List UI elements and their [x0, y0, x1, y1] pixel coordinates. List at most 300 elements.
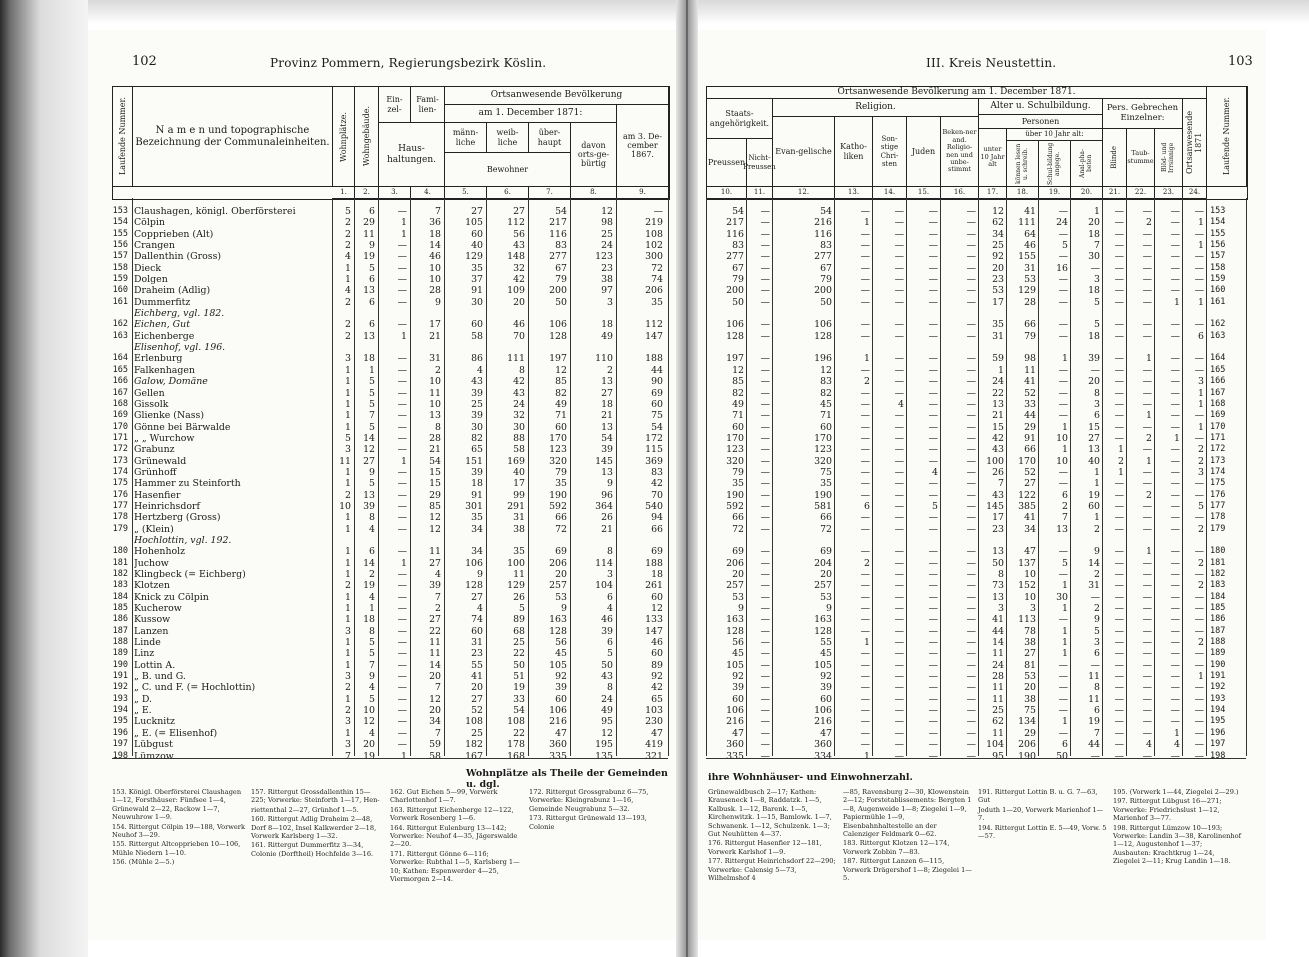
row-value: 257	[549, 580, 567, 592]
row-number: 174	[1210, 466, 1226, 477]
row-value: —	[928, 444, 938, 456]
header-schulbildung: Schul-bildung angege.	[1039, 141, 1071, 187]
row-value: —	[1170, 240, 1180, 252]
row-value: —	[894, 716, 904, 728]
row-value: —	[1114, 398, 1124, 410]
row-value: —	[397, 251, 407, 263]
row-value: 300	[645, 251, 663, 263]
row-value: —	[1058, 330, 1068, 342]
row-value: 54	[601, 432, 613, 444]
row-value: 1	[345, 364, 351, 376]
header-alter: Alter u. Schulbildung.	[979, 99, 1103, 115]
row-value: —	[894, 319, 904, 331]
row-name: Glienke (Nass)	[134, 410, 205, 422]
row-value: 39	[363, 500, 375, 512]
row-number: 183	[112, 580, 128, 591]
row-value: 67	[555, 262, 567, 274]
row-value: —	[1170, 478, 1180, 490]
row-value: 66	[820, 512, 832, 524]
row-value: 30	[1088, 251, 1100, 263]
row-value: —	[397, 671, 407, 683]
row-value: —	[894, 557, 904, 569]
row-value: —	[397, 296, 407, 308]
row-value: 16	[1056, 262, 1068, 274]
row-value: —	[928, 580, 938, 592]
row-value: —	[1170, 569, 1180, 580]
header-wohngebaeude: Wohngebäude.	[355, 87, 379, 187]
row-value: 145	[986, 500, 1004, 512]
row-value: 40	[513, 466, 525, 478]
row-value: 9	[369, 240, 375, 252]
row-value: 163	[549, 614, 567, 626]
row-value: 106	[549, 319, 567, 331]
row-value: 9	[369, 671, 375, 683]
row-value: —	[966, 614, 976, 626]
row-value: —	[860, 432, 870, 444]
row-value: 6	[369, 546, 375, 558]
column-number-16: 16.	[941, 187, 979, 199]
row-value: 68	[513, 625, 525, 637]
row-value: 8	[1094, 682, 1100, 694]
row-value: 47	[555, 727, 567, 739]
row-value: 219	[645, 217, 663, 229]
row-value: —	[966, 546, 976, 558]
row-value: 7	[435, 206, 441, 217]
header-einzel: Ein-zel-	[379, 87, 411, 123]
row-value: 1	[345, 523, 351, 535]
column-rule	[1006, 198, 1007, 756]
row-name: „ „ Wurchow	[134, 432, 195, 444]
row-value: 1	[369, 364, 375, 376]
row-value: 190	[726, 489, 744, 501]
row-value: 5	[519, 603, 525, 615]
row-value: —	[397, 727, 407, 739]
row-value: 92	[820, 671, 832, 683]
row-name: Erlenburg	[134, 353, 183, 365]
row-value: —	[860, 319, 870, 331]
row-value: 2	[1146, 432, 1152, 444]
row-value: 18	[363, 353, 375, 365]
row-value: —	[928, 512, 938, 524]
row-value: 2	[1094, 569, 1100, 580]
row-value: 1	[1174, 432, 1180, 444]
row-value: —	[397, 478, 407, 490]
row-value: —	[1170, 466, 1180, 478]
row-number: 197	[1210, 739, 1226, 750]
row-value: —	[1170, 285, 1180, 297]
row-value: 12	[651, 603, 663, 615]
footnote: riettenthal 2—27, Grünhof 1—5.	[251, 805, 359, 814]
row-value: 103	[645, 705, 663, 717]
row-value: —	[1170, 262, 1180, 274]
row-value: 11	[1024, 364, 1036, 376]
row-value: —	[860, 727, 870, 739]
table-row	[706, 285, 1246, 296]
row-value: 11	[992, 693, 1004, 705]
row-value: 60	[820, 421, 832, 433]
row-value: 4	[898, 398, 904, 410]
column-number-12: 12.	[773, 187, 835, 199]
row-value: —	[1170, 603, 1180, 615]
row-value: —	[1194, 353, 1204, 365]
row-value: 1	[1062, 625, 1068, 637]
table-row	[706, 297, 1246, 308]
row-value: —	[397, 569, 407, 580]
row-name: Heinrichsdorf	[134, 500, 200, 512]
row-value: —	[966, 330, 976, 342]
row-value: —	[760, 319, 770, 331]
row-value: 42	[651, 478, 663, 490]
row-value: —	[397, 421, 407, 433]
row-value: —	[1058, 659, 1068, 671]
row-value: 178	[507, 739, 525, 751]
table-row	[112, 569, 668, 580]
row-number: 165	[112, 364, 128, 375]
column-rule	[332, 198, 333, 756]
row-value: —	[928, 319, 938, 331]
row-value: 123	[549, 444, 567, 456]
row-value: —	[1170, 364, 1180, 376]
row-value: —	[894, 478, 904, 490]
footnote-column	[529, 788, 662, 832]
row-value: 92	[992, 251, 1004, 263]
row-value: —	[860, 455, 870, 467]
row-number: 177	[112, 500, 128, 511]
row-value: 18	[1088, 228, 1100, 240]
header-bekenner: Beken-ner and. Religio-nen und unbe-stimmt	[941, 117, 979, 187]
row-value: —	[1058, 727, 1068, 739]
row-value: 18	[363, 614, 375, 626]
row-value: 100	[986, 455, 1004, 467]
row-value: —	[1194, 705, 1204, 717]
row-value: 25	[992, 240, 1004, 252]
row-value: 47	[732, 727, 744, 739]
row-value: 13	[601, 376, 613, 388]
row-value: —	[894, 637, 904, 649]
row-value: 230	[645, 716, 663, 728]
row-value: 50	[732, 296, 744, 308]
row-number: 167	[112, 387, 128, 398]
row-value: 13	[601, 466, 613, 478]
row-value: 1	[1146, 455, 1152, 467]
row-value: —	[928, 478, 938, 490]
row-value: —	[928, 727, 938, 739]
row-value: 27	[429, 614, 441, 626]
row-value: 7	[369, 410, 375, 422]
row-value: 27	[471, 693, 483, 705]
row-number: 181	[1210, 557, 1226, 568]
table-row	[706, 376, 1246, 387]
row-value: 66	[651, 523, 663, 535]
row-value: —	[1194, 569, 1204, 580]
row-value: —	[1058, 387, 1068, 399]
left-footer-title: Wohnplätze als Theile der Gemeinden u. dgl.	[466, 768, 668, 790]
row-value: —	[397, 682, 407, 694]
row-value: 15	[429, 478, 441, 490]
row-value: —	[760, 500, 770, 512]
row-value: —	[860, 466, 870, 478]
row-value: 95	[601, 716, 613, 728]
row-value: —	[966, 353, 976, 365]
row-value: 50	[601, 659, 613, 671]
table-row	[706, 422, 1246, 433]
row-value: 2	[345, 705, 351, 717]
row-value: —	[1142, 285, 1152, 297]
row-value: 2	[1094, 603, 1100, 615]
row-name: „ (Klein)	[134, 523, 174, 535]
row-value: 29	[1024, 727, 1036, 739]
row-value: —	[760, 217, 770, 229]
row-value: 35	[992, 319, 1004, 331]
row-name: Dolgen	[134, 274, 168, 286]
row-value: —	[1142, 478, 1152, 490]
header-preussen: Preussen	[707, 139, 747, 187]
row-value: —	[966, 739, 976, 751]
row-value: 28	[429, 285, 441, 297]
row-value: 60	[555, 421, 567, 433]
footnote: 176. Rittergut Hasenfier 12—181, Vorwerk Karlshof 1—9.	[708, 839, 822, 856]
row-value: 3	[1094, 274, 1100, 286]
table-row	[706, 512, 1246, 523]
row-value: 12	[429, 512, 441, 524]
row-value: —	[760, 274, 770, 286]
header-lesen: können lesen u. schreib.	[1007, 141, 1039, 187]
row-value: 41	[1024, 206, 1036, 217]
row-value: —	[1090, 364, 1100, 376]
table-row	[112, 353, 668, 364]
right-page-number: 103	[1228, 54, 1253, 69]
row-value: 24	[992, 376, 1004, 388]
row-value: 4	[369, 727, 375, 739]
row-value: —	[1114, 410, 1124, 422]
row-value: 42	[513, 376, 525, 388]
row-number: 180	[1210, 546, 1226, 557]
footnote: 197. Rittergut Lübgust 16—271; Vorwerke: Friedrichslust 1—12, Marienhof 3—77.	[1113, 797, 1222, 823]
table-row	[706, 751, 1246, 762]
row-value: 23	[601, 262, 613, 274]
row-value: 35	[820, 478, 832, 490]
row-value: 28	[429, 432, 441, 444]
row-value: 85	[555, 376, 567, 388]
row-value: 34	[471, 523, 483, 535]
row-value: —	[1170, 716, 1180, 728]
row-number: 186	[1210, 614, 1226, 625]
table-row	[112, 512, 668, 523]
column-number-4: 4.	[411, 187, 445, 199]
row-value: 69	[555, 546, 567, 558]
table-row	[706, 558, 1246, 569]
row-value: 27	[471, 206, 483, 217]
row-value: 92	[732, 671, 744, 683]
row-value: —	[894, 228, 904, 240]
row-value: 1	[369, 603, 375, 615]
row-value: 82	[471, 432, 483, 444]
row-value: 1	[345, 659, 351, 671]
row-value: 30	[471, 421, 483, 433]
row-value: —	[966, 285, 976, 297]
row-value: —	[894, 512, 904, 524]
row-value: 60	[732, 693, 744, 705]
row-value: 12	[555, 364, 567, 376]
row-value: 60	[471, 228, 483, 240]
row-value: 148	[507, 251, 525, 263]
table-row	[706, 478, 1246, 489]
row-value: 27	[363, 455, 375, 467]
row-value: 4	[345, 285, 351, 297]
row-value: 301	[465, 500, 483, 512]
footnote: 183. Rittergut Klotzen 12—174, Vorwerk Zobbin 7—83.	[843, 839, 950, 856]
row-value: 44	[1024, 410, 1036, 422]
row-value: 72	[820, 523, 832, 535]
row-value: 2	[1198, 580, 1204, 592]
row-value: —	[928, 693, 938, 705]
row-value: —	[760, 671, 770, 683]
row-number: 178	[1210, 512, 1226, 523]
row-value: 1	[864, 353, 870, 365]
row-value: —	[1170, 398, 1180, 410]
column-number-7: 7.	[529, 187, 571, 199]
row-value: 10	[429, 274, 441, 286]
row-value: —	[928, 546, 938, 558]
row-value: —	[1170, 693, 1180, 705]
row-value: 20	[429, 671, 441, 683]
row-name: Dummerfitz	[134, 296, 191, 308]
row-value: 20	[1024, 682, 1036, 694]
row-value: —	[760, 637, 770, 649]
column-rule	[1206, 198, 1207, 756]
row-value: —	[928, 398, 938, 410]
row-value: 10	[363, 705, 375, 717]
row-value: —	[1114, 432, 1124, 444]
row-value: —	[928, 206, 938, 217]
row-value: 6	[607, 591, 613, 603]
row-value: 42	[651, 682, 663, 694]
row-value: —	[1142, 466, 1152, 478]
row-name: Lottin A.	[134, 659, 176, 671]
table-row	[706, 682, 1246, 693]
row-name: Elisenhof, vgl. 196.	[134, 342, 226, 354]
row-value: —	[928, 637, 938, 649]
row-value: 113	[1018, 614, 1036, 626]
row-value: —	[760, 364, 770, 376]
row-value: —	[1170, 387, 1180, 399]
row-number: 185	[112, 603, 128, 614]
row-value: 7	[1094, 240, 1100, 252]
row-number: 161	[1210, 296, 1226, 307]
row-value: 360	[726, 739, 744, 751]
row-value: 182	[465, 739, 483, 751]
row-value: 40	[471, 240, 483, 252]
row-value: 44	[992, 625, 1004, 637]
row-value: 2	[1198, 523, 1204, 535]
row-name: Grünhoff	[134, 466, 177, 478]
row-value: 335	[549, 750, 567, 762]
row-value: 49	[555, 398, 567, 410]
header-taubstumme: Taub-stumme	[1127, 129, 1155, 187]
row-value: 60	[651, 591, 663, 603]
row-number: 166	[112, 376, 128, 387]
header-irrsinnige: Blöd- und Irrsinnige	[1155, 129, 1183, 187]
row-value: —	[1114, 217, 1124, 229]
row-value: 261	[645, 580, 663, 592]
row-value: —	[894, 682, 904, 694]
row-value: 35	[651, 296, 663, 308]
row-value: —	[1114, 716, 1124, 728]
row-value: —	[760, 251, 770, 263]
column-rule	[1182, 198, 1183, 756]
row-value: —	[928, 240, 938, 252]
row-number: 195	[112, 716, 128, 727]
row-value: 12	[429, 523, 441, 535]
row-value: 18	[471, 478, 483, 490]
row-value: —	[860, 421, 870, 433]
row-value: —	[397, 648, 407, 660]
row-value: 13	[429, 410, 441, 422]
row-value: 60	[471, 319, 483, 331]
left-footnotes	[112, 788, 668, 938]
row-value: 45	[732, 648, 744, 660]
row-value: 1	[1062, 716, 1068, 728]
row-value: 45	[820, 648, 832, 660]
row-value: —	[966, 659, 976, 671]
table-row	[706, 626, 1246, 637]
row-value: —	[966, 376, 976, 388]
row-value: —	[397, 580, 407, 592]
row-value: 46	[429, 251, 441, 263]
row-value: 1	[401, 217, 407, 229]
row-value: —	[1114, 274, 1124, 286]
row-value: —	[1194, 682, 1204, 694]
row-value: 31	[992, 330, 1004, 342]
row-value: —	[928, 353, 938, 365]
row-value: —	[894, 693, 904, 705]
column-rule	[132, 198, 133, 756]
row-value: 39	[555, 682, 567, 694]
row-value: 39	[601, 444, 613, 456]
row-value: 2	[345, 228, 351, 240]
row-value: 39	[471, 410, 483, 422]
row-value: —	[894, 659, 904, 671]
right-page	[698, 30, 1266, 940]
row-value: —	[1142, 444, 1152, 456]
column-rule	[354, 198, 355, 756]
row-value: 3	[1030, 603, 1036, 615]
table-row	[706, 535, 1246, 546]
row-value: —	[1170, 523, 1180, 535]
table-row	[112, 297, 668, 308]
column-rule	[872, 198, 873, 756]
header-evangelische: Evan-gelische	[773, 117, 835, 187]
row-value: 7	[369, 659, 375, 671]
row-value: 52	[1024, 466, 1036, 478]
table-row	[706, 637, 1246, 648]
table-row	[706, 217, 1246, 228]
row-value: 54	[513, 705, 525, 717]
row-value: 43	[992, 489, 1004, 501]
row-value: —	[860, 591, 870, 603]
table-row	[112, 626, 668, 637]
row-value: 71	[820, 410, 832, 422]
table-row	[706, 251, 1246, 262]
row-value: 9	[477, 569, 483, 580]
row-value: 73	[992, 580, 1004, 592]
row-value: 216	[814, 716, 832, 728]
row-value: 2	[1094, 523, 1100, 535]
row-value: 581	[814, 500, 832, 512]
row-value: 47	[1024, 546, 1036, 558]
row-value: 66	[555, 512, 567, 524]
table-row	[112, 217, 668, 228]
